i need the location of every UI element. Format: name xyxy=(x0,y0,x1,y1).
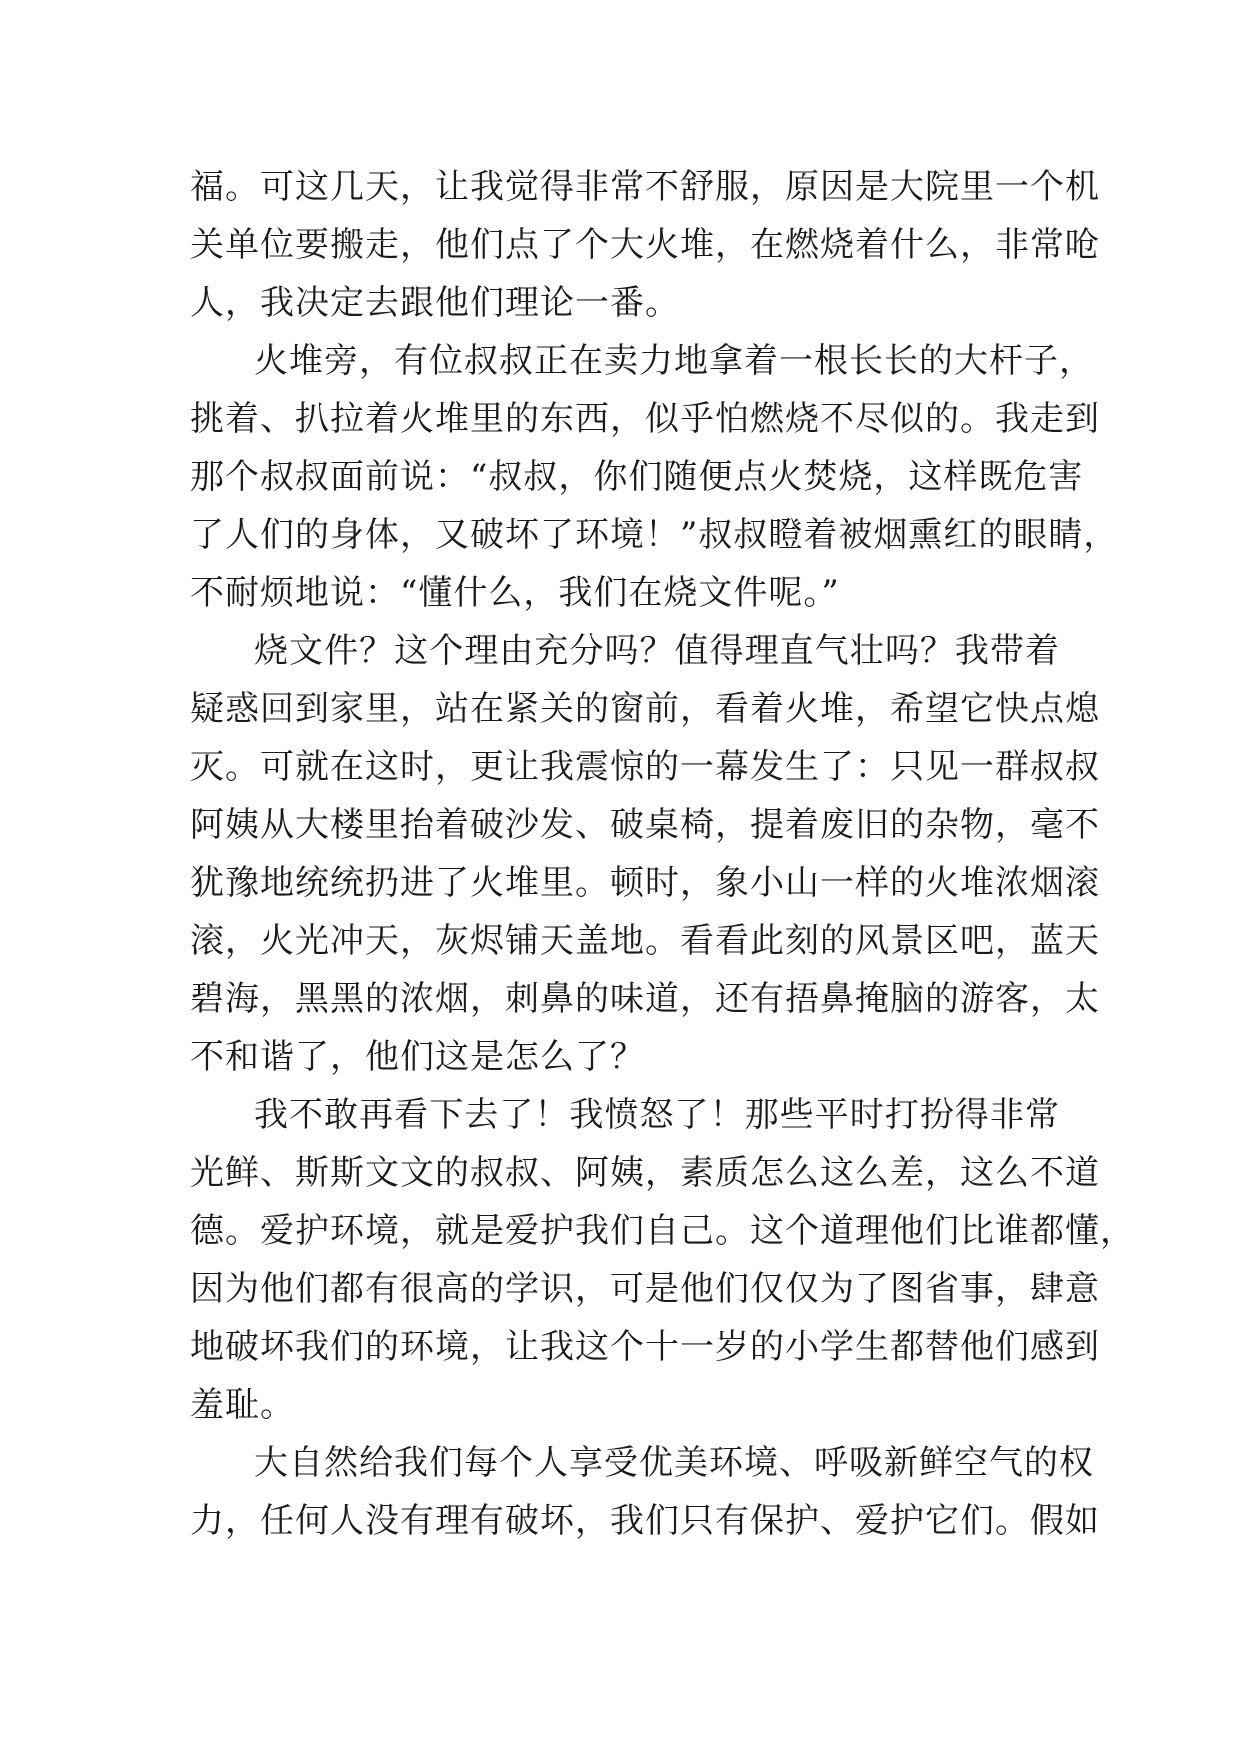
text-line: 光鲜、斯斯文文的叔叔、阿姨，素质怎么这么差，这么不道 xyxy=(190,1153,1100,1193)
text-line: 烧文件？这个理由充分吗？值得理直气壮吗？我带着 xyxy=(254,631,1060,671)
text-line: 不耐烦地说：“懂什么，我们在烧文件呢。” xyxy=(190,573,840,613)
text-line: 挑着、扒拉着火堆里的东西，似乎怕燃烧不尽似的。我走到 xyxy=(190,399,1100,439)
text-line: 不和谐了，他们这是怎么了？ xyxy=(190,1037,645,1077)
text-line: 火堆旁，有位叔叔正在卖力地拿着一根长长的大杆子， xyxy=(254,341,1094,381)
text-line: 人，我决定去跟他们理论一番。 xyxy=(190,283,680,323)
text-line: 灭。可就在这时，更让我震惊的一幕发生了：只见一群叔叔 xyxy=(190,747,1100,787)
text-line: 那个叔叔面前说：“叔叔，你们随便点火焚烧，这样既危害 xyxy=(190,457,1084,497)
text-line: 碧海，黑黑的浓烟，刺鼻的味道，还有捂鼻掩脑的游客，太 xyxy=(190,979,1100,1019)
text-line: 德。爱护环境，就是爱护我们自己。这个道理他们比谁都懂， xyxy=(190,1211,1135,1251)
text-line: 犹豫地统统扔进了火堆里。顿时，象小山一样的火堆浓烟滚 xyxy=(190,863,1100,903)
text-line: 了人们的身体，又破坏了环境！”叔叔瞪着被烟熏红的眼睛， xyxy=(190,515,1119,555)
text-line: 疑惑回到家里，站在紧关的窗前，看着火堆，希望它快点熄 xyxy=(190,689,1100,729)
text-line: 因为他们都有很高的学识，可是他们仅仅为了图省事，肆意 xyxy=(190,1269,1100,1309)
text-line: 滚，火光冲天，灰烬铺天盖地。看看此刻的风景区吧，蓝天 xyxy=(190,921,1100,961)
text-line: 我不敢再看下去了！我愤怒了！那些平时打扮得非常 xyxy=(254,1095,1060,1135)
text-line: 阿姨从大楼里抬着破沙发、破桌椅，提着废旧的杂物，毫不 xyxy=(190,805,1100,845)
text-line: 大自然给我们每个人享受优美环境、呼吸新鲜空气的权 xyxy=(254,1443,1094,1483)
body-text xyxy=(190,158,1135,1550)
text-line: 福。可这几天，让我觉得非常不舒服，原因是大院里一个机 xyxy=(190,167,1100,207)
text-line: 羞耻。 xyxy=(190,1385,295,1425)
text-line: 关单位要搬走，他们点了个大火堆，在燃烧着什么，非常呛 xyxy=(190,225,1100,265)
text-line: 力，任何人没有理有破坏，我们只有保护、爱护它们。假如 xyxy=(190,1501,1100,1541)
text-line: 地破坏我们的环境，让我这个十一岁的小学生都替他们感到 xyxy=(190,1327,1100,1367)
